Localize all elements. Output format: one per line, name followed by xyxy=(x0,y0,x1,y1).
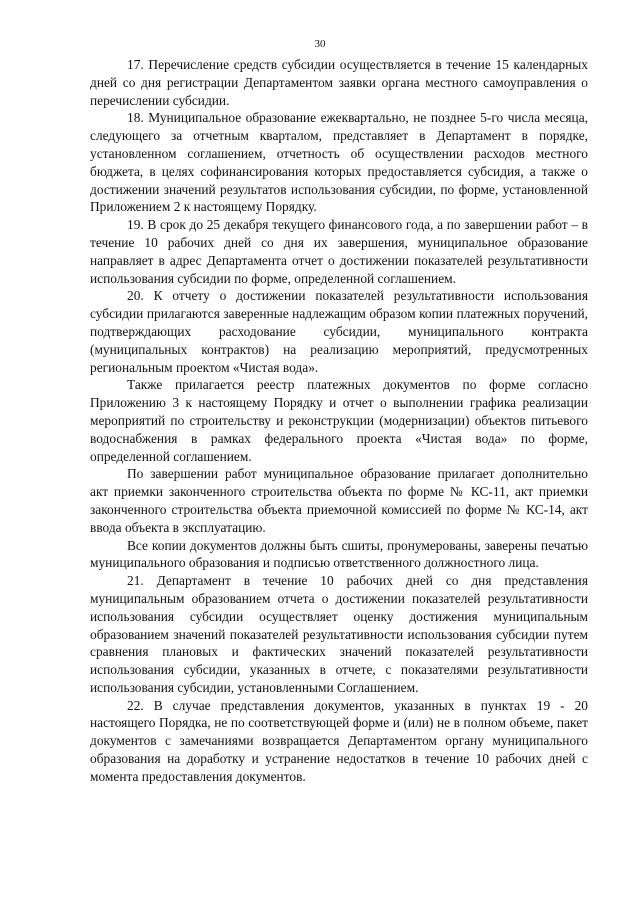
paragraph-17: 17. Перечисление средств субсидии осуществляется в течение 15 календарных дней со дня регистрации Департаментом заявки органа местного самоуправления о перечислении субсидии. xyxy=(90,57,588,108)
paragraph-20-acts: По завершении работ муниципальное образование прилагает дополнительно акт приемки законченного строительства объекта по форме № КС-11, акт приемки законченного строительства объекта приемочной комиссией по форме № КС-14, акт ввода объекта в эксплуатацию. xyxy=(90,466,588,535)
paragraph-18: 18. Муниципальное образование ежеквартально, не позднее 5-го числа месяца, следующего за отчетным кварталом, представляет в Департамент в порядке, установленном соглашением, отчетность об осуществлении расходов местного бюджета, в целях софинансирования которых предоставляется субсидия, а также о достижении значений результатов использования субсидии, по форме, установленной Приложением 2 к настоящему Порядку. xyxy=(90,110,588,215)
paragraph-20-registry: Также прилагается реестр платежных документов по форме согласно Приложению 3 к настоящему Порядку и отчет о выполнении графика реализации мероприятий по строительству и реконструкции (модернизации) объектов питьевого водоснабжения в рамках федерального проекта «Чистая вода» по форме, определенной соглашением. xyxy=(90,377,588,464)
paragraph-19: 19. В срок до 25 декабря текущего финансового года, а по завершении работ – в течение 10 рабочих дней со дня их завершения, муниципальное образование направляет в адрес Департамента отчет о достижении показателей результативности использования субсидии по форме, определенной соглашением. xyxy=(90,217,588,286)
paragraph-20-copies: Все копии документов должны быть сшиты, пронумерованы, заверены печатью муниципального образования и подписью ответственного должностного лица. xyxy=(90,537,588,571)
document-body xyxy=(90,56,588,786)
paragraph-21: 21. Департамент в течение 10 рабочих дней со дня представления муниципальным образованием отчета о достижении показателей результативности использования субсидии осуществляет оценку достижения муниципальным образованием значений показателей результативности использования субсидии путем сравнения плановых и фактических значений показателей результативности использования субсидии, указанных в отчете, с показателями результативности использования субсидии, установленными Соглашением. xyxy=(90,573,588,695)
page-number: 30 xyxy=(314,38,326,50)
paragraph-22: 22. В случае представления документов, указанных в пунктах 19 - 20 настоящего Порядка, не по соответствующей форме и (или) не в полном объеме, пакет документов с замечаниями возвращается Департаментом органу муниципального образования на доработку и устранение недостатков в течение 10 рабочих дней с момента предоставления документов. xyxy=(90,697,588,784)
paragraph-20: 20. К отчету о достижении показателей результативности использования субсидии прилагаются заверенные надлежащим образом копии платежных поручений, подтверждающих расходование субсидии, муниципального контракта (муниципальных контрактов) на реализацию мероприятий, предусмотренных региональным проектом «Чистая вода». xyxy=(90,288,588,375)
